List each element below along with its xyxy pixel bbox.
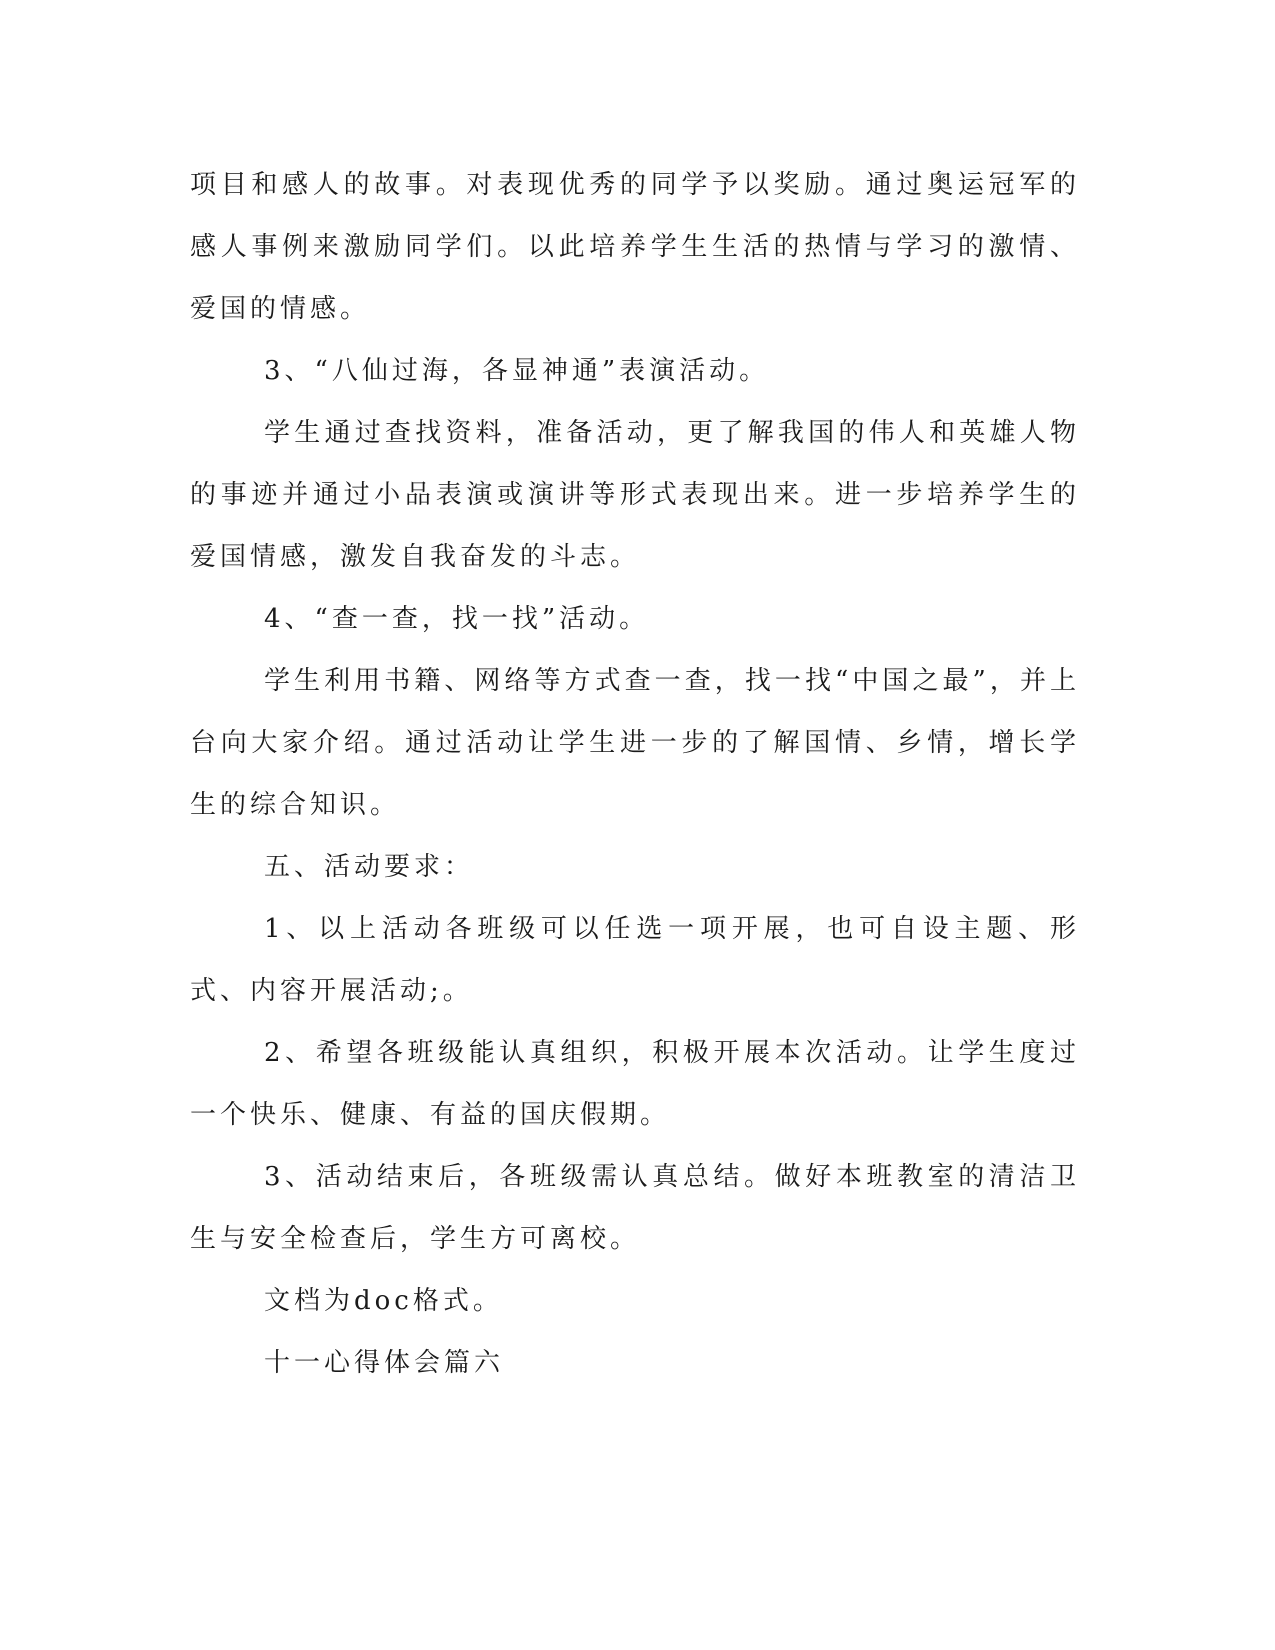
next-article-title: 十一心得体会篇六 [264,1348,505,1378]
paragraph-item-3-body: 学生通过查找资料，准备活动，更了解我国的伟人和英雄人物的事迹并通过小品表演或演讲等形式表现出来。进一步培养学生的爱国情感，激发自我奋发的斗志。 [190,418,1080,572]
paragraph-item-4-heading: 4、“查一查，找一找”活动。 [264,604,650,634]
paragraph-item-3-heading: 3、“八仙过海，各显神通”表演活动。 [264,356,770,386]
paragraph-format-note: 文档为doc格式。 [264,1286,503,1316]
document-body [190,154,1080,1394]
section-heading-requirements: 五、活动要求： [264,852,475,882]
paragraph-requirement-1: 1、以上活动各班级可以任选一项开展，也可自设主题、形式、内容开展活动;。 [190,914,1080,1006]
paragraph-award-story: 项目和感人的故事。对表现优秀的同学予以奖励。通过奥运冠军的感人事例来激励同学们。以此培养学生生活的热情与学习的激情、爱国的情感。 [190,170,1080,324]
paragraph-requirement-3: 3、活动结束后，各班级需认真总结。做好本班教室的清洁卫生与安全检查后，学生方可离校。 [190,1162,1080,1254]
paragraph-item-4-body: 学生利用书籍、网络等方式查一查，找一找“中国之最”，并上台向大家介绍。通过活动让学生进一步的了解国情、乡情，增长学生的综合知识。 [190,666,1080,820]
paragraph-requirement-2: 2、希望各班级能认真组织，积极开展本次活动。让学生度过一个快乐、健康、有益的国庆假期。 [190,1038,1080,1130]
